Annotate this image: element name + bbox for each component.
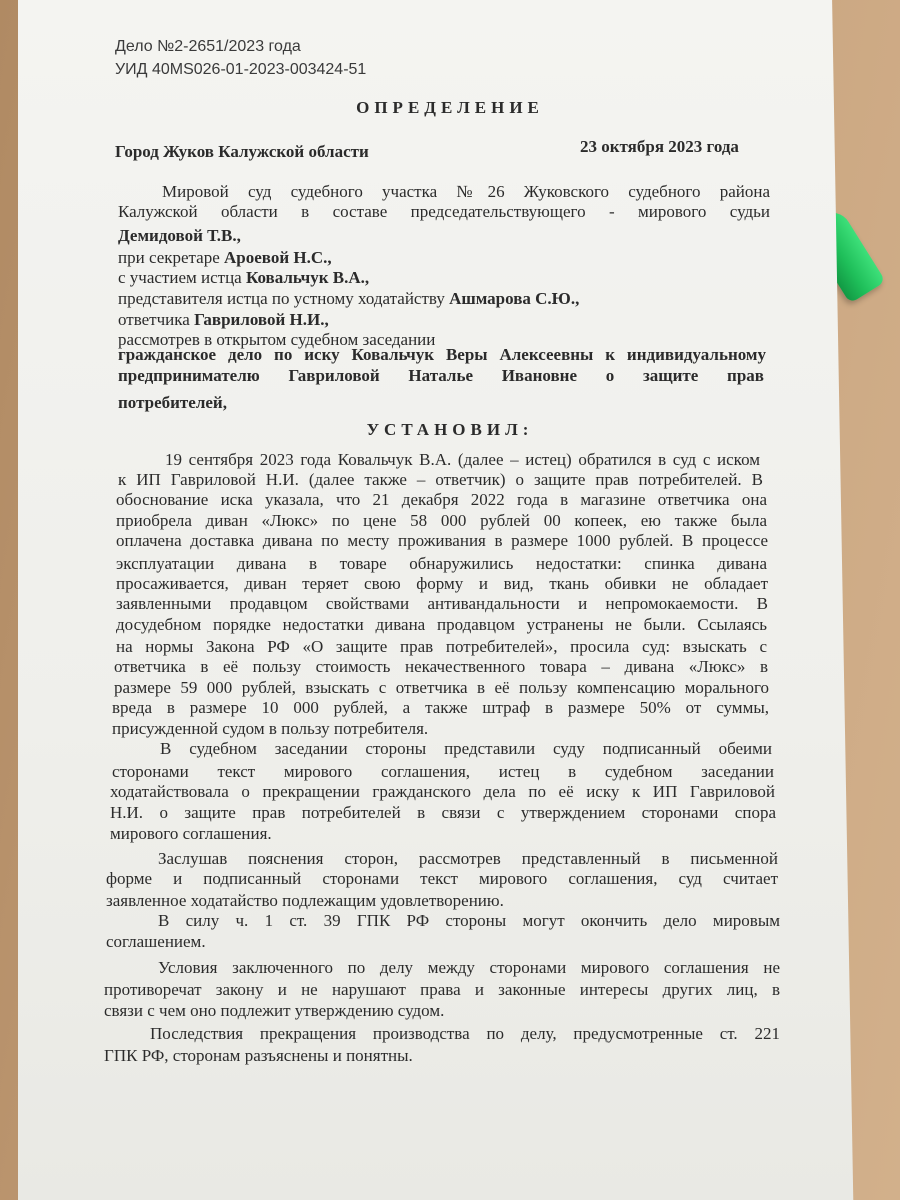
case-title-line-2: предпринимателю Гавриловой Наталье Ивановне о защите прав bbox=[118, 366, 764, 385]
judge-name: Демидовой Т.В., bbox=[118, 226, 241, 245]
body-line: В силу ч. 1 ст. 39 ГПК РФ стороны могут окончить дело мировым bbox=[158, 911, 780, 930]
defendant-label: ответчика bbox=[118, 310, 195, 329]
body-line: заявленными продавцом свойствами антивандальности и непромокаемости. В bbox=[116, 594, 768, 613]
city: Город Жуков Калужской области bbox=[115, 142, 369, 161]
representative-label: представителя истца по устному ходатайству bbox=[118, 289, 450, 308]
body-line: к ИП Гавриловой Н.И. (далее также – ответчик) о защите прав потребителей. В bbox=[118, 470, 763, 489]
case-title-line-1: гражданское дело по иску Ковальчук Веры Алексеевны к индивидуальному bbox=[118, 345, 766, 364]
established-heading: УСТАНОВИЛ: bbox=[366, 420, 534, 439]
court-line-1: Мировой суд судебного участка №26 Жуковского судебного района bbox=[162, 182, 770, 201]
hearing-line: рассмотрев в открытом судебном заседании bbox=[118, 330, 436, 349]
body-line: Условия заключенного по делу между сторонами мирового соглашения не bbox=[158, 958, 780, 977]
body-line: Заслушав пояснения сторон, рассмотрев представленный в письменной bbox=[158, 849, 778, 868]
secretary-name: Ароевой Н.С., bbox=[224, 248, 332, 267]
secretary-label: при секретаре bbox=[118, 248, 225, 267]
defendant-name: Гавриловой Н.И., bbox=[194, 310, 329, 329]
body-line: противоречат закону и не нарушают права и законные интересы других лиц, в bbox=[104, 980, 780, 999]
defendant-line bbox=[118, 310, 329, 330]
body-line: обоснование иска указала, что 21 декабря 2022 года в магазине ответчика она bbox=[116, 490, 767, 509]
body-line: сторонами текст мирового соглашения, истец в судебном заседании bbox=[112, 762, 774, 781]
body-line: оплачена доставка дивана по месту проживания в размере 1000 рублей. В процессе bbox=[116, 531, 768, 550]
body-line: заявленное ходатайство подлежащим удовлетворению. bbox=[106, 891, 504, 910]
body-line: ответчика в её пользу стоимость некачественного товара – дивана «Люкс» в bbox=[114, 657, 768, 676]
body-line: ГПК РФ, сторонам разъяснены и понятны. bbox=[104, 1046, 413, 1065]
case-uid: УИД 40MS026-01-2023-003424-51 bbox=[115, 61, 367, 78]
case-title-line-3: потребителей, bbox=[118, 393, 227, 412]
body-line: приобрела диван «Люкс» по цене 58 000 рублей 00 копеек, ею также была bbox=[116, 511, 767, 530]
body-line: Н.И. о защите прав потребителей в связи с утверждением сторонами спора bbox=[110, 803, 776, 822]
body-line: связи с чем оно подлежит утверждению судом. bbox=[104, 1001, 445, 1020]
plaintiff-name: Ковальчук В.А., bbox=[245, 268, 370, 287]
body-line: просаживается, диван теряет свою форму и вид, ткань обивки не обладает bbox=[116, 574, 768, 593]
body-line: мирового соглашения. bbox=[110, 824, 272, 843]
body-line: 19 сентября 2023 года Ковальчук В.А. (далее – истец) обратился в суд с иском bbox=[165, 450, 760, 469]
court-line-2: Калужской области в составе председательствующего - мирового судьи bbox=[118, 202, 770, 221]
case-number: Дело №2-2651/2023 года bbox=[115, 38, 301, 55]
body-line: размере 59 000 рублей, взыскать с ответчика в её пользу компенсацию морального bbox=[114, 678, 769, 697]
plaintiff-line bbox=[118, 268, 369, 288]
plaintiff-label: с участием истца bbox=[118, 268, 246, 287]
body-line: вреда в размере 10 000 рублей, а также штраф в размере 50% от суммы, bbox=[112, 698, 769, 717]
representative-name: Ашмарова С.Ю., bbox=[449, 289, 580, 308]
body-line: соглашением. bbox=[106, 932, 206, 951]
body-line: В судебном заседании стороны представили суду подписанный обеими bbox=[160, 739, 772, 758]
body-line: на нормы Закона РФ «О защите прав потребителей», просила суд: взыскать с bbox=[116, 637, 767, 656]
representative-line bbox=[118, 289, 579, 309]
body-line: присужденной судом в пользу потребителя. bbox=[112, 719, 429, 738]
document-title: ОПРЕДЕЛЕНИЕ bbox=[356, 98, 544, 117]
document-date: 23 октября 2023 года bbox=[580, 137, 739, 156]
body-line: эксплуатации дивана в товаре обнаружились недостатки: спинка дивана bbox=[116, 554, 767, 573]
body-line: форме и подписанный сторонами текст мирового соглашения, суд считает bbox=[106, 869, 778, 888]
body-line: Последствия прекращения производства по делу, предусмотренные ст. 221 bbox=[150, 1024, 780, 1043]
body-line: ходатайствовала о прекращении гражданского дела по её иску к ИП Гавриловой bbox=[110, 782, 775, 801]
body-line: досудебном порядке недостатки дивана продавцом устранены не были. Ссылаясь bbox=[116, 615, 767, 634]
secretary-line bbox=[118, 248, 332, 268]
